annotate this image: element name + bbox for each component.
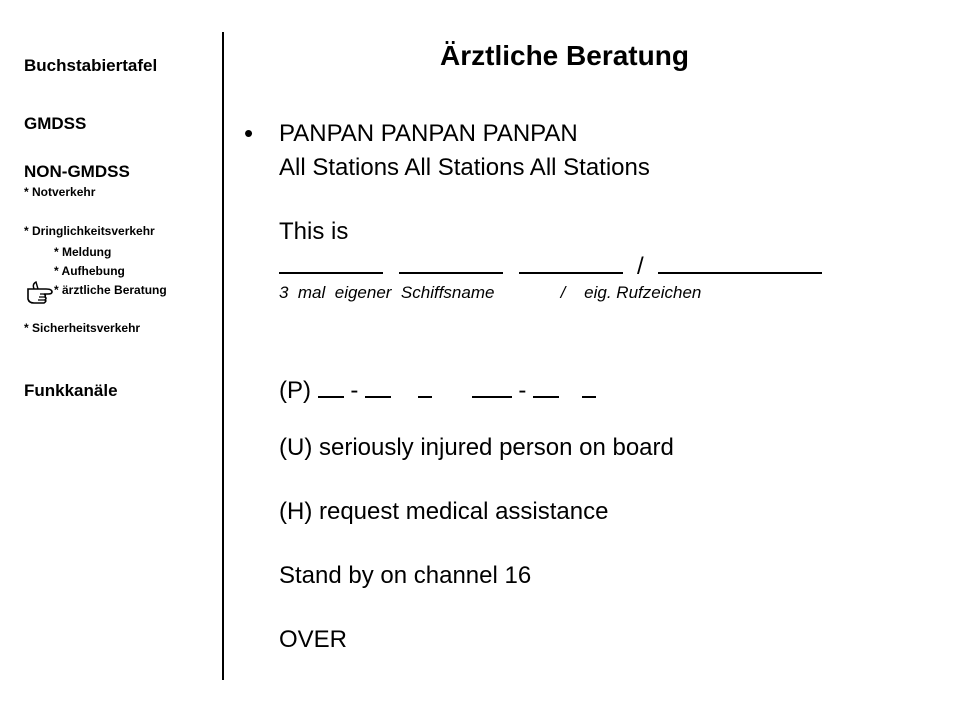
pointing-hand-icon <box>26 278 56 308</box>
nav-dringlichkeitsverkehr[interactable]: * Dringlichkeitsverkehr <box>24 224 155 238</box>
h-line: (H) request medical assistance <box>279 498 609 525</box>
nav-funkkanaele[interactable]: Funkkanäle <box>24 381 118 400</box>
nav-aerztliche-beratung[interactable]: * ärztliche Beratung <box>54 283 167 297</box>
blank-lon-min <box>533 374 559 398</box>
blank-shipname-1 <box>279 250 383 274</box>
blank-lat-hemisphere <box>418 374 432 398</box>
u-line: (U) seriously injured person on board <box>279 434 674 461</box>
slash-separator: / <box>637 253 644 280</box>
blank-line-caption: 3 mal eigener Schiffsname / eig. Rufzeichen <box>279 283 702 302</box>
dash-2: - <box>518 377 527 404</box>
call-line-panpan: PANPAN PANPAN PANPAN <box>279 120 578 147</box>
blank-lon-hemisphere <box>582 374 596 398</box>
nav-meldung[interactable]: * Meldung <box>54 245 112 259</box>
sidebar-divider <box>222 32 224 680</box>
standby-line: Stand by on channel 16 <box>279 562 532 589</box>
dash-1: - <box>350 377 359 404</box>
blank-lat-deg <box>318 374 344 398</box>
page-title: Ärztliche Beratung <box>440 40 689 71</box>
position-prefix: (P) <box>279 377 311 404</box>
over-line: OVER <box>279 626 348 653</box>
bullet-marker: • <box>244 118 254 148</box>
call-line-all-stations: All Stations All Stations All Stations <box>279 154 650 181</box>
blank-shipname-3 <box>519 250 623 274</box>
nav-aufhebung[interactable]: * Aufhebung <box>54 264 125 278</box>
nav-notverkehr[interactable]: * Notverkehr <box>24 185 96 199</box>
nav-buchstabiertafel[interactable]: Buchstabiertafel <box>24 56 158 75</box>
nav-non-gmdss[interactable]: NON-GMDSS <box>24 162 130 181</box>
blank-lat-min <box>365 374 391 398</box>
blank-shipname-2 <box>399 250 503 274</box>
position-line <box>279 374 596 405</box>
nav-sicherheitsverkehr[interactable]: * Sicherheitsverkehr <box>24 321 141 335</box>
nav-gmdss[interactable]: GMDSS <box>24 114 87 133</box>
blank-lon-deg <box>472 374 512 398</box>
blank-line-row <box>279 250 822 281</box>
call-line-this-is: This is <box>279 218 349 245</box>
blank-callsign <box>658 250 822 274</box>
